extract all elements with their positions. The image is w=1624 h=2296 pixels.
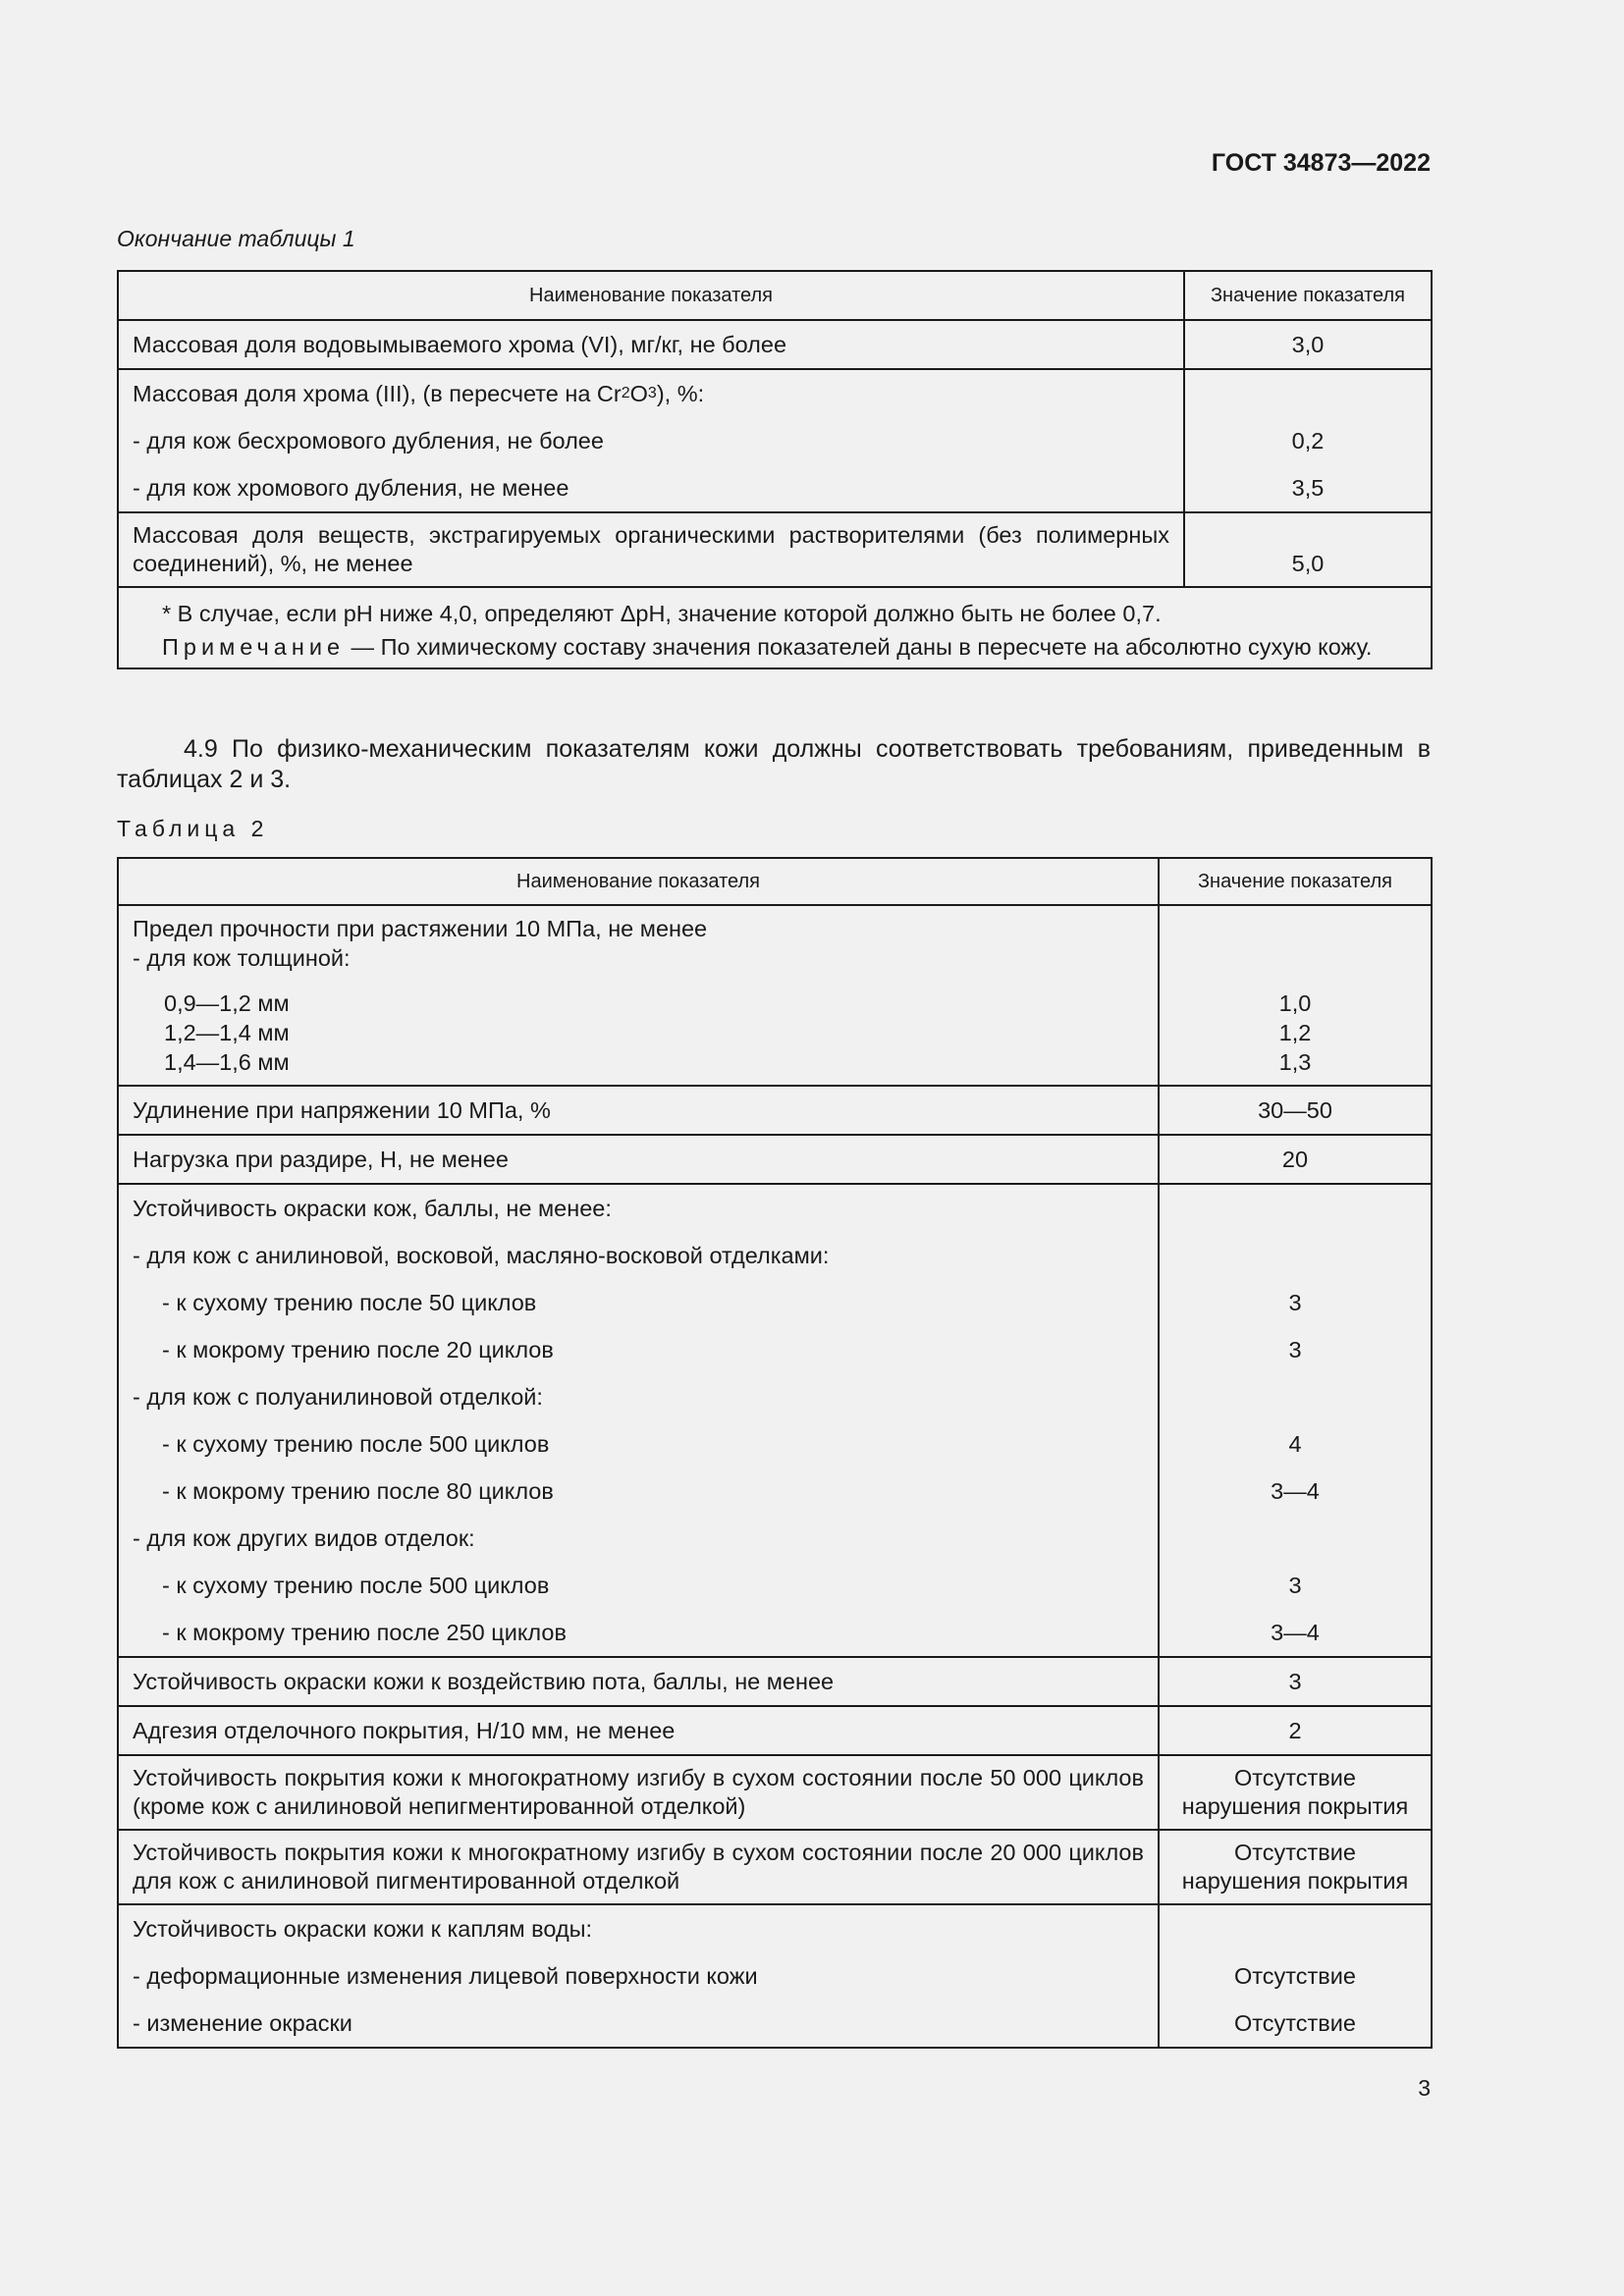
row-subitem: - для кож бесхромового дубления, не более [133,427,604,454]
row-value: 3 [1288,1572,1302,1598]
table-2 [117,857,1433,2049]
thickness-item: 1,2—1,4 мм [164,1019,290,1045]
page-number: 3 [1418,2075,1431,2101]
table2-label: Таблица 2 [117,816,269,841]
row-value: нарушения покрытия [1181,1868,1409,1894]
table-row [118,905,1432,1086]
row-value: 30—50 [1258,1096,1332,1123]
table-row [118,1184,1432,1657]
table-row [118,1657,1432,1706]
row-name: Устойчивость окраски кож, баллы, не менее: [133,1195,612,1221]
row-value: Отсутствие [1234,1962,1356,1989]
row-subitem: - для кож хромового дубления, не менее [133,474,569,501]
row-value: 1,3 [1278,1048,1312,1075]
row-subitem: - деформационные изменения лицевой поверхности кожи [133,1962,758,1989]
row-name: Устойчивость покрытия кожи к многократному изгибу в сухом состоянии после 50 000 циклов (кроме кож с анилиновой непигментированной отделкой) [133,1765,1144,1819]
row-value: Отсутствие [1234,1840,1356,1865]
paragraph-4-9: 4.9 По физико-механическим показателям кожи должны соответствовать требованиям, приведенным в таблицах 2 и 3. [117,735,1431,793]
row-value: 2 [1288,1717,1302,1743]
row-name: Устойчивость окраски кожи к каплям воды: [133,1915,593,1942]
row-subitem: - для кож с полуанилиновой отделкой: [133,1383,543,1410]
row-value: 3 [1288,1668,1302,1694]
row-value: 3 [1288,1336,1302,1362]
row-name: Нагрузка при раздире, Н, не менее [133,1146,509,1172]
row-subitem: - к сухому трению после 500 циклов [162,1430,550,1457]
row-value: 4 [1288,1430,1302,1457]
table2-header-row [118,858,1432,905]
row-name: Массовая доля водовымываемого хрома (VI), мг/кг, не более [133,331,787,357]
table2-col-name: Наименование показателя [118,858,1159,905]
table-row [118,512,1432,587]
footnote: * В случае, если pH ниже 4,0, определяют ΔpH, значение которой должно быть не более 0,7. [162,600,1162,626]
row-value: 1,0 [1278,989,1312,1016]
row-value: 0,2 [1291,427,1325,454]
note-label: Примечание [162,634,346,660]
row-subitem: - изменение окраски [133,2009,352,2036]
table-row [118,320,1432,369]
table1-col-value: Значение показателя [1184,271,1432,320]
row-subitem: - к сухому трению после 500 циклов [162,1572,550,1598]
row-value: Отсутствие [1234,2009,1356,2036]
table1-caption: Окончание таблицы 1 [117,226,355,251]
table-row [118,1086,1432,1135]
row-subitem: - к мокрому трению после 250 циклов [162,1619,567,1645]
note: Примечание — По химическому составу значения показателей даны в пересчете на абсолютно сухую кожу. [162,634,1373,660]
row-value: 3 [1288,1289,1302,1315]
row-value: 3,0 [1291,331,1325,357]
table-1 [117,270,1433,669]
standard-code: ГОСТ 34873—2022 [1211,149,1431,177]
table-row [118,1755,1432,1830]
row-subitem: - для кож толщиной: [133,944,351,971]
row-value: 20 [1281,1146,1309,1172]
row-value: 3—4 [1271,1477,1320,1504]
row-name: Массовая доля веществ, экстрагируемых органическими растворителями (без полимерных соединений), %, не менее [133,522,1169,576]
thickness-item: 0,9—1,2 мм [164,989,290,1016]
row-value: Отсутствие [1234,1765,1356,1790]
row-name: Устойчивость окраски кожи к воздействию пота, баллы, не менее [133,1668,835,1694]
row-value: 1,2 [1278,1019,1312,1045]
row-name: Удлинение при напряжении 10 МПа, % [133,1096,551,1123]
table-row [118,1904,1432,2048]
row-value: 3—4 [1271,1619,1320,1645]
row-subitem: - для кож с анилиновой, восковой, масляно-восковой отделками: [133,1242,830,1268]
table2-col-value: Значение показателя [1159,858,1432,905]
row-value: нарушения покрытия [1181,1793,1409,1819]
table1-header-row [118,271,1432,320]
table1-col-name: Наименование показателя [118,271,1184,320]
row-name: Предел прочности при растяжении 10 МПа, не менее [133,915,708,941]
row-subitem: - к сухому трению после 50 циклов [162,1289,537,1315]
row-subitem: - для кож других видов отделок: [133,1524,475,1551]
row-value: 5,0 [1291,551,1325,576]
row-name: Массовая доля хрома (III), (в пересчете на Cr 2 O 3 ), %: [133,380,705,406]
table-row [118,1706,1432,1755]
thickness-item: 1,4—1,6 мм [164,1048,290,1075]
row-subitem: - к мокрому трению после 80 циклов [162,1477,554,1504]
table-row [118,369,1432,512]
row-name: Устойчивость покрытия кожи к многократному изгибу в сухом состоянии после 20 000 циклов для кож с анилиновой пигментированной отделкой [133,1840,1144,1894]
table-row [118,1135,1432,1184]
row-value: 3,5 [1291,474,1325,501]
row-subitem: - к мокрому трению после 20 циклов [162,1336,554,1362]
row-name: Адгезия отделочного покрытия, Н/10 мм, не менее [133,1717,676,1743]
table-row [118,1830,1432,1904]
table1-footer-row [118,587,1432,668]
